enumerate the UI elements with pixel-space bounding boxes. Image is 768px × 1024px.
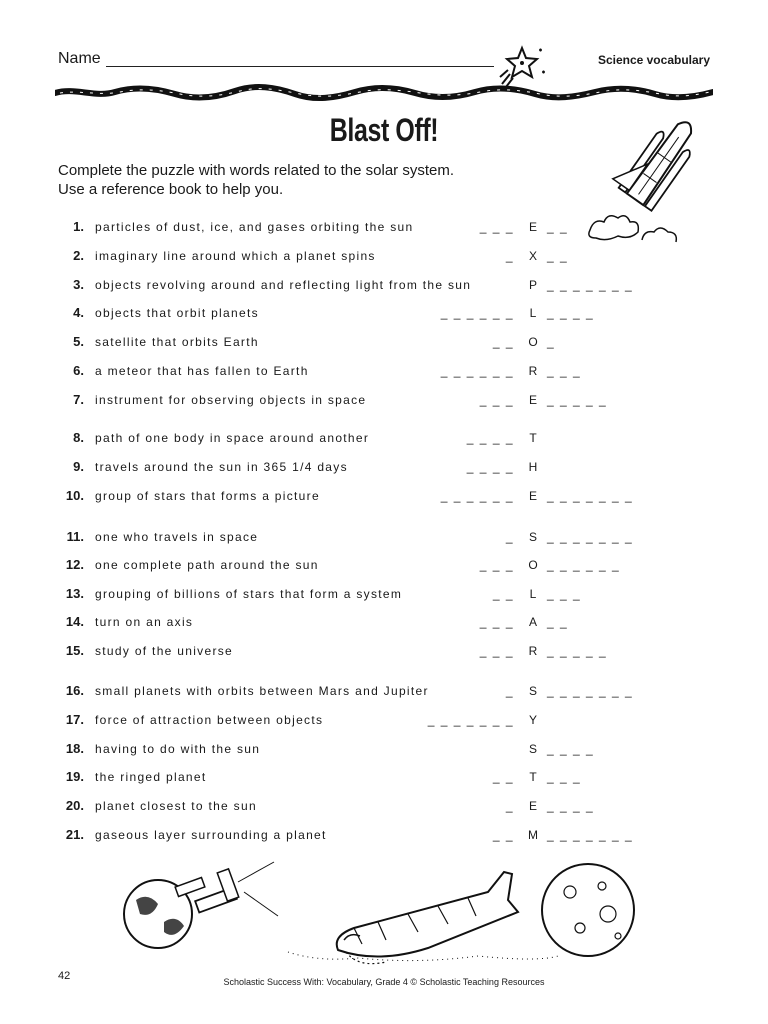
clue-text: group of stars that forms a picture <box>95 489 320 503</box>
clue-text: a meteor that has fallen to Earth <box>95 364 309 378</box>
answer-blanks-before[interactable]: _ _ _ _ <box>466 431 514 445</box>
name-label: Name <box>58 50 101 67</box>
clue-text: study of the universe <box>95 644 234 658</box>
clue-row <box>0 555 768 575</box>
page-title: Blast Off! <box>329 112 439 148</box>
answer-blanks-before[interactable]: _ _ _ _ _ _ _ <box>427 713 514 727</box>
footer-credit: Scholastic Success With: Vocabulary, Grade 4 © Scholastic Teaching Resources <box>223 977 545 987</box>
moon-icon <box>542 864 634 956</box>
answer-blanks-after[interactable]: _ _ _ _ _ _ _ <box>547 489 634 503</box>
clue-number: 19. <box>65 769 84 784</box>
clue-row <box>0 303 768 323</box>
clue-row <box>0 767 768 787</box>
clue-number: 1. <box>73 219 84 234</box>
clue-text: objects revolving around and reflecting light from the sun <box>95 278 472 292</box>
clue-row <box>0 612 768 632</box>
answer-blanks-before[interactable]: _ _ _ <box>479 615 514 629</box>
answer-blanks-before[interactable]: _ _ _ <box>479 558 514 572</box>
key-letter: E <box>528 489 537 503</box>
clue-text: one who travels in space <box>95 530 259 544</box>
space-shuttle-bottom-icon <box>337 872 518 964</box>
clue-text: gaseous layer surrounding a planet <box>95 828 327 842</box>
clue-text: one complete path around the sun <box>95 558 319 572</box>
clue-row <box>0 681 768 701</box>
clue-number: 13. <box>65 586 84 601</box>
clue-text: force of attraction between objects <box>95 713 324 727</box>
key-letter: H <box>528 460 538 474</box>
rope-divider <box>55 84 713 102</box>
answer-blanks-after[interactable]: _ _ _ _ _ _ _ <box>547 684 634 698</box>
clue-row <box>0 428 768 448</box>
key-letter: R <box>528 644 538 658</box>
clue-number: 5. <box>73 334 84 349</box>
clue-row <box>0 457 768 477</box>
answer-blanks-before[interactable]: _ _ <box>492 587 514 601</box>
key-letter: T <box>529 770 537 784</box>
key-letter: P <box>528 278 537 292</box>
clue-number: 20. <box>65 798 84 813</box>
clue-number: 8. <box>73 430 84 445</box>
answer-blanks-before[interactable]: _ _ _ _ _ _ <box>440 306 514 320</box>
clue-text: small planets with orbits between Mars and Jupiter <box>95 684 429 698</box>
answer-blanks-after[interactable]: _ _ _ _ _ _ _ <box>547 278 634 292</box>
answer-blanks-before[interactable]: _ <box>505 249 514 263</box>
clue-number: 7. <box>73 392 84 407</box>
clue-row <box>0 246 768 266</box>
key-letter: O <box>528 558 538 572</box>
key-letter: X <box>528 249 537 263</box>
key-letter: A <box>528 615 537 629</box>
clue-row <box>0 390 768 410</box>
clue-row <box>0 361 768 381</box>
page-number: 42 <box>58 970 71 982</box>
topic-label: Science vocabulary <box>597 53 710 67</box>
answer-blanks-after[interactable]: _ _ _ _ _ <box>547 644 608 658</box>
answer-blanks-after[interactable]: _ _ _ <box>547 364 582 378</box>
star-logo-icon <box>496 44 548 88</box>
clue-row <box>0 641 768 661</box>
clue-row <box>0 825 768 845</box>
answer-blanks-after[interactable]: _ _ _ _ _ <box>547 393 608 407</box>
answer-blanks-before[interactable]: _ <box>505 799 514 813</box>
clue-row <box>0 486 768 506</box>
clue-number: 15. <box>65 643 84 658</box>
clue-number: 17. <box>65 712 84 727</box>
key-letter: T <box>529 431 537 445</box>
name-field-line[interactable] <box>106 66 494 67</box>
key-letter: E <box>528 799 537 813</box>
key-letter: S <box>528 742 537 756</box>
answer-blanks-before[interactable]: _ _ _ _ _ _ <box>440 364 514 378</box>
key-letter: M <box>528 828 538 842</box>
clue-text: satellite that orbits Earth <box>95 335 259 349</box>
clue-row <box>0 332 768 352</box>
clue-text: the ringed planet <box>95 770 207 784</box>
answer-blanks-before[interactable]: _ _ _ <box>479 393 514 407</box>
answer-blanks-after[interactable]: _ _ _ _ _ _ <box>547 558 621 572</box>
answer-blanks-before[interactable]: _ _ <box>492 335 514 349</box>
key-letter: S <box>528 684 537 698</box>
key-letter: E <box>528 220 537 234</box>
key-letter: L <box>529 306 537 320</box>
answer-blanks-after[interactable]: _ _ _ _ <box>547 742 595 756</box>
clue-number: 2. <box>73 248 84 263</box>
clue-text: grouping of billions of stars that form a system <box>95 587 403 601</box>
key-letter: R <box>528 364 538 378</box>
clue-text: objects that orbit planets <box>95 306 259 320</box>
clue-text: particles of dust, ice, and gases orbiting the sun <box>95 220 414 234</box>
key-letter: L <box>529 587 537 601</box>
clue-text: turn on an axis <box>95 615 194 629</box>
answer-blanks-before[interactable]: _ <box>505 530 514 544</box>
answer-blanks-after[interactable]: _ _ <box>547 249 569 263</box>
clue-row <box>0 584 768 604</box>
clue-number: 10. <box>65 488 84 503</box>
clue-number: 3. <box>73 277 84 292</box>
clue-row <box>0 710 768 730</box>
answer-blanks-after[interactable]: _ _ _ <box>547 770 582 784</box>
answer-blanks-before[interactable]: _ _ _ <box>479 220 514 234</box>
answer-blanks-after[interactable]: _ _ _ _ <box>547 799 595 813</box>
earth-satellite-icon <box>118 852 638 970</box>
clue-row <box>0 275 768 295</box>
answer-blanks-before[interactable]: _ <box>505 684 514 698</box>
key-letter: S <box>528 530 537 544</box>
answer-blanks-after[interactable]: _ _ _ <box>547 587 582 601</box>
clue-number: 18. <box>65 741 84 756</box>
answer-blanks-before[interactable]: _ _ _ _ _ _ <box>440 489 514 503</box>
key-letter: E <box>528 393 537 407</box>
answer-blanks-after[interactable]: _ <box>547 335 556 349</box>
answer-blanks-after[interactable]: _ _ <box>547 615 569 629</box>
clue-text: planet closest to the sun <box>95 799 257 813</box>
answer-blanks-after[interactable]: _ _ <box>547 220 569 234</box>
key-letter: O <box>528 335 538 349</box>
clue-number: 21. <box>65 827 84 842</box>
clue-number: 12. <box>65 557 84 572</box>
clue-text: path of one body in space around another <box>95 431 370 445</box>
clue-number: 16. <box>65 683 84 698</box>
instructions-line-2: Use a reference book to help you. <box>58 181 284 198</box>
clue-row <box>0 796 768 816</box>
answer-blanks-before[interactable]: _ _ _ _ <box>466 460 514 474</box>
clue-text: instrument for observing objects in space <box>95 393 367 407</box>
answer-blanks-before[interactable]: _ _ _ <box>479 644 514 658</box>
answer-blanks-before[interactable]: _ _ <box>492 770 514 784</box>
clue-text: travels around the sun in 365 1/4 days <box>95 460 348 474</box>
clue-number: 14. <box>65 614 84 629</box>
key-letter: Y <box>528 713 537 727</box>
clue-number: 4. <box>73 305 84 320</box>
clue-number: 6. <box>73 363 84 378</box>
clue-number: 9. <box>73 459 84 474</box>
answer-blanks-after[interactable]: _ _ _ _ _ _ _ <box>547 828 634 842</box>
instructions <box>58 161 454 199</box>
clue-text: having to do with the sun <box>95 742 261 756</box>
clue-number: 11. <box>66 529 84 544</box>
clue-row <box>0 217 768 237</box>
clue-text: imaginary line around which a planet spins <box>95 249 376 263</box>
answer-blanks-after[interactable]: _ _ _ _ _ _ _ <box>547 530 634 544</box>
instructions-line-1: Complete the puzzle with words related to the solar system. <box>58 162 455 179</box>
clue-row <box>0 739 768 759</box>
answer-blanks-before[interactable]: _ _ <box>492 828 514 842</box>
answer-blanks-after[interactable]: _ _ _ _ <box>547 306 595 320</box>
clue-row <box>0 527 768 547</box>
